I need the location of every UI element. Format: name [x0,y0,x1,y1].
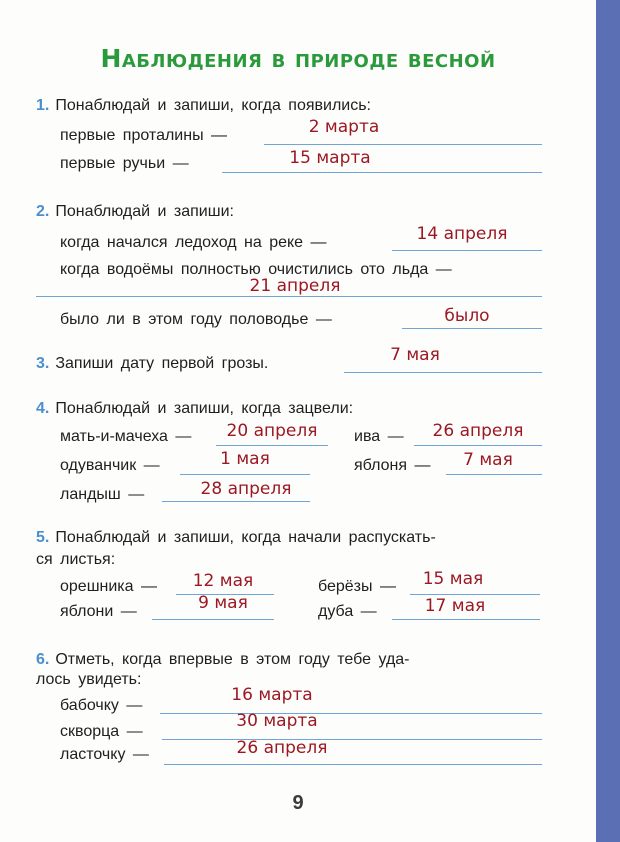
task-5-label-1: орешника — [60,578,157,595]
task-4-answer-line-3[interactable] [180,474,310,475]
task-1-label-1: первые проталины — [60,127,228,144]
task-5-text-line-1: Понаблюдай и запиши, когда начали распускать- [55,529,436,546]
task-3-text: Запиши дату первой грозы. [55,355,269,372]
task-4-answer-1: 20 апреля [226,421,318,441]
task-6-text-line-2: лось увидеть: [36,671,142,688]
task-4-answer-line-4[interactable] [446,474,542,475]
task-4-label-1: мать-и-мачеха — [60,428,192,445]
task-2-answer-3: было [444,306,490,326]
task-4-label-3: одуванчик — [60,457,160,474]
task-3-answer: 7 мая [390,345,440,365]
task-2-label-2: когда водоёмы полностью очистились ото льда — [60,261,452,278]
task-2-label-3: было ли в этом году половодье — [60,311,332,328]
task-4-text: Понаблюдай и запиши, когда зацвели: [55,400,354,417]
task-5-label-4: дуба — [318,603,377,620]
task-4-label-4: яблоня — [354,457,431,474]
task-1-answer-2: 15 марта [289,148,371,168]
task-5-text-line-2: ся листья: [36,551,116,568]
task-6-heading [36,650,410,670]
task-4-answer-line-2[interactable] [414,445,542,446]
task-6-label-1: бабочку — [60,697,143,714]
task-6-answer-1: 16 марта [231,685,313,705]
task-4-number: 4. [36,400,50,417]
task-1-answer-1: 2 марта [308,117,380,137]
task-1-number: 1. [36,97,50,114]
page-edge-stripe [596,0,620,842]
task-5-number: 5. [36,529,50,546]
task-4-label-2: ива — [354,428,404,445]
task-3-heading [36,354,268,374]
task-6-answer-2: 30 марта [236,711,318,731]
task-2-answer-line-1[interactable] [392,250,542,251]
task-6-label-3: ласточку — [60,746,149,763]
page-title: Наблюдения в природе весной [100,44,496,73]
task-4-answer-5: 28 апреля [200,479,292,499]
task-5-heading [36,528,436,548]
task-1-answer-line-1[interactable] [264,144,542,145]
task-5-answer-line-2[interactable] [410,594,540,595]
task-5-answer-3: 9 мая [198,593,248,613]
task-6-text-line-1: Отметь, когда впервые в этом году тебе уда- [55,651,410,668]
page-number: 9 [292,792,304,814]
task-5-label-2: берёзы — [318,578,396,595]
task-4-answer-line-5[interactable] [162,501,310,502]
task-4-label-5: ландыш — [60,486,145,503]
task-6-label-2: скворца — [60,723,143,740]
task-6-answer-line-3[interactable] [164,764,542,765]
task-5-answer-2: 15 мая [422,569,484,589]
task-5-label-3: яблони — [60,603,137,620]
task-4-heading [36,399,353,419]
task-2-answer-line-2[interactable] [36,296,542,297]
task-3-answer-line[interactable] [344,372,542,373]
task-2-text: Понаблюдай и запиши: [55,203,234,220]
task-5-answer-4: 17 мая [424,596,486,616]
task-2-heading [36,202,234,222]
task-2-answer-1: 14 апреля [416,224,508,244]
task-4-answer-2: 26 апреля [432,421,524,441]
task-2-answer-line-3[interactable] [402,328,542,329]
task-5-answer-line-4[interactable] [392,619,540,620]
task-4-answer-3: 1 мая [220,449,270,469]
task-5-answer-line-3[interactable] [152,619,274,620]
task-6-answer-line-2[interactable] [162,739,542,740]
task-2-label-1: когда начался ледоход на реке — [60,234,327,251]
task-6-answer-3: 26 апреля [236,738,328,758]
task-5-answer-1: 12 мая [192,571,254,591]
task-1-label-2: первые ручьи — [60,155,189,172]
task-4-answer-line-1[interactable] [216,445,328,446]
task-2-answer-2: 21 апреля [249,276,341,296]
task-1-heading [36,96,371,116]
task-4-answer-4: 7 мая [463,450,513,470]
task-2-number: 2. [36,203,50,220]
task-1-text: Понаблюдай и запиши, когда появились: [55,97,371,114]
task-6-number: 6. [36,651,50,668]
task-3-number: 3. [36,355,50,372]
task-1-answer-line-2[interactable] [222,172,542,173]
task-6-answer-line-1[interactable] [160,713,542,714]
